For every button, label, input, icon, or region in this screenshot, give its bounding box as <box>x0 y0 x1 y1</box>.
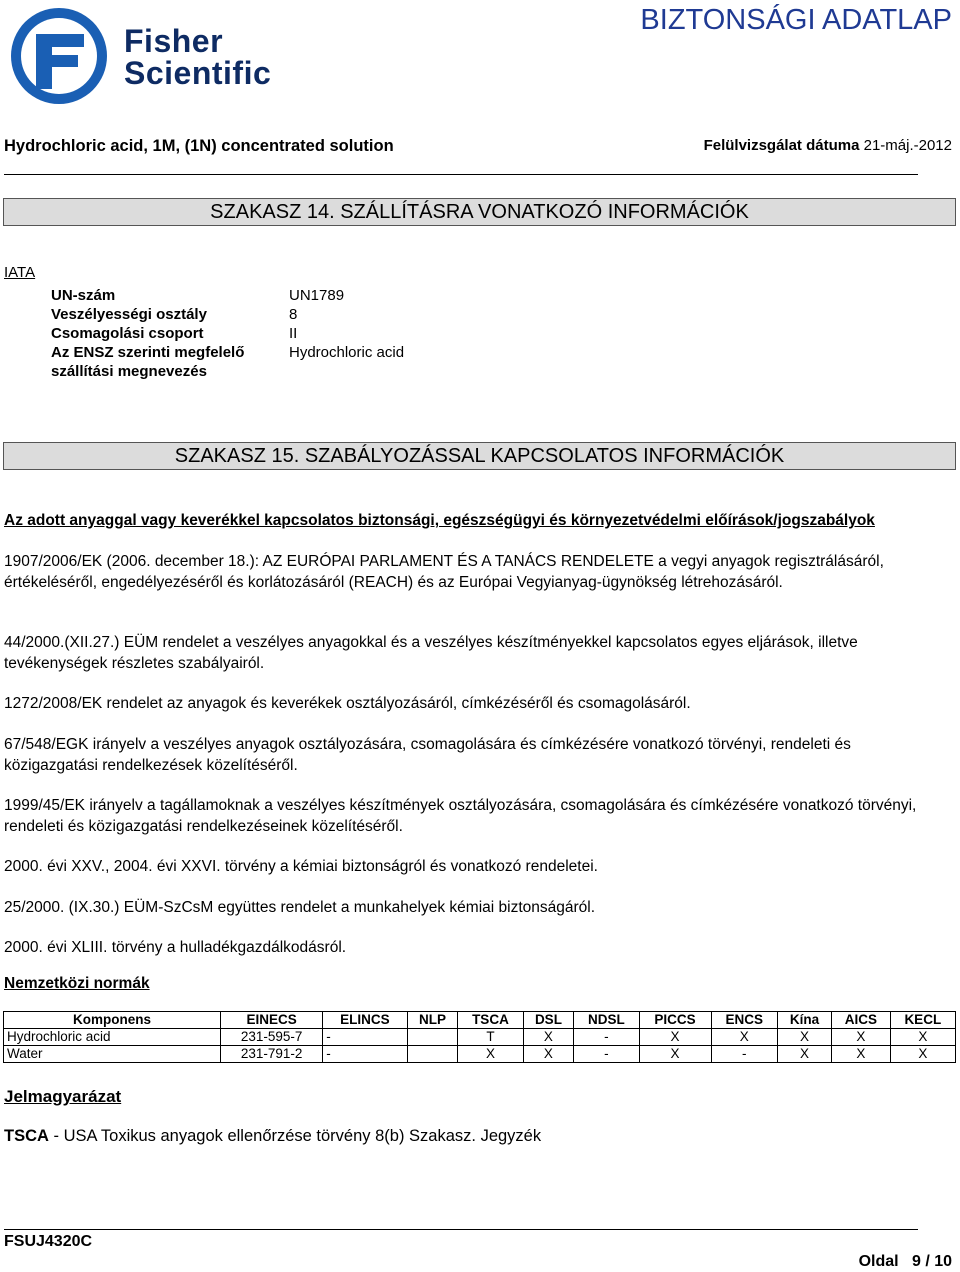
header-divider <box>4 174 918 175</box>
revision-label: Felülvizsgálat dátuma <box>703 137 860 154</box>
table-cell: Water <box>4 1046 221 1063</box>
column-header: EINECS <box>221 1012 323 1029</box>
regulation-paragraph: 25/2000. (IX.30.) EÜM-SzCsM együttes rendelet a munkahelyek kémiai biztonságáról. <box>4 899 596 916</box>
column-header: NDSL <box>574 1012 639 1029</box>
table-cell: X <box>890 1046 955 1063</box>
section-14-title: SZAKASZ 14. SZÁLLÍTÁSRA VONATKOZÓ INFORMÁCIÓK <box>3 198 956 226</box>
shipping-name-label-line1: Az ENSZ szerinti megfelelő <box>51 344 245 361</box>
table-cell: X <box>777 1046 831 1063</box>
table-cell: - <box>711 1046 777 1063</box>
document-code: FSUJ4320C <box>4 1233 93 1250</box>
table-cell: X <box>711 1029 777 1046</box>
table-cell: X <box>890 1029 955 1046</box>
fisher-scientific-logo <box>6 3 286 109</box>
logo-line-2: Scientific <box>124 55 272 91</box>
hazard-class-label: Veszélyességi osztály <box>51 306 207 323</box>
table-cell: - <box>323 1029 407 1046</box>
table-cell <box>407 1029 458 1046</box>
table-cell <box>407 1046 458 1063</box>
table-cell: X <box>832 1029 891 1046</box>
page-label: Oldal <box>858 1253 899 1270</box>
packing-group-label: Csomagolási csoport <box>51 325 204 342</box>
regulation-paragraph: 1272/2008/EK rendelet az anyagok és keverékek osztályozásáról, címkézéséről és csomagolásáról. <box>4 695 691 712</box>
table-cell: X <box>639 1029 711 1046</box>
regulation-paragraph: 2000. évi XLIII. törvény a hulladékgazdálkodásról. <box>4 939 347 956</box>
legend-text: - USA Toxikus anyagok ellenőrzése törvény 8(b) Szakasz. Jegyzék <box>48 1127 542 1145</box>
column-header: NLP <box>407 1012 458 1029</box>
fisher-f-logo-icon <box>6 3 116 109</box>
table-cell: - <box>323 1046 407 1063</box>
column-header: DSL <box>523 1012 574 1029</box>
table-cell: X <box>523 1029 574 1046</box>
column-header: PICCS <box>639 1012 711 1029</box>
column-header: ELINCS <box>323 1012 407 1029</box>
footer-divider <box>4 1229 918 1230</box>
table-cell: 231-595-7 <box>221 1029 323 1046</box>
shipping-name-label-line2: szállítási megnevezés <box>51 363 207 380</box>
revision-date: 21-máj.-2012 <box>863 137 952 154</box>
revision-date-block <box>704 137 952 154</box>
un-number-label: UN-szám <box>51 287 116 304</box>
packing-group-value: II <box>289 325 298 342</box>
legend-term: TSCA <box>4 1127 49 1145</box>
regulation-paragraph: 1907/2006/EK (2006. december 18.): AZ EURÓPAI PARLAMENT ÉS A TANÁCS RENDELETE a vegyi anyagok regisztrálásáról, értékeléséről, engedélyezéséről és korlátozásáról (REACH) és az Európai Vegyianyag-ügynökség létrehozásáról. <box>4 553 884 591</box>
iata-label: IATA <box>4 264 36 281</box>
column-header: TSCA <box>458 1012 523 1029</box>
table-row <box>4 1029 956 1046</box>
column-header: Kína <box>777 1012 831 1029</box>
table-cell: - <box>574 1029 639 1046</box>
regulation-paragraph: 2000. évi XXV., 2004. évi XXVI. törvény a kémiai biztonságról és vonatkozó rendeletei. <box>4 858 598 875</box>
table-cell: - <box>574 1046 639 1063</box>
page-number <box>859 1253 952 1271</box>
document-title: BIZTONSÁGI ADATLAP <box>640 4 952 36</box>
regulations-heading-text: Az adott anyaggal vagy keverékkel kapcsolatos biztonsági, egészségügyi és környezetvédelmi előírások/jogszabályok <box>4 512 875 529</box>
logo-line-1: Fisher <box>124 23 224 59</box>
table-cell: T <box>458 1029 523 1046</box>
regulation-paragraph: 67/548/EGK irányelv a veszélyes anyagok osztályozására, csomagolására és címkézésére vonatkozó törvényi, rendeleti és közigazgatási rendelkezések közelítéséről. <box>4 736 851 774</box>
international-norms-table <box>3 1011 956 1063</box>
international-norms-heading: Nemzetközi normák <box>4 975 150 992</box>
product-name: Hydrochloric acid, 1M, (1N) concentrated solution <box>4 137 394 155</box>
column-header: Komponens <box>4 1012 221 1029</box>
legend-heading: Jelmagyarázat <box>4 1087 122 1106</box>
un-number-value: UN1789 <box>289 287 345 304</box>
table-cell: Hydrochloric acid <box>4 1029 221 1046</box>
table-cell: X <box>639 1046 711 1063</box>
hazard-class-value: 8 <box>289 306 298 323</box>
column-header: KECL <box>890 1012 955 1029</box>
column-header: ENCS <box>711 1012 777 1029</box>
page-value: 9 / 10 <box>911 1253 952 1270</box>
logo-wordmark <box>124 25 271 89</box>
table-header-row <box>4 1012 956 1029</box>
regulations-heading <box>4 511 884 531</box>
table-cell: X <box>832 1046 891 1063</box>
regulation-paragraph: 44/2000.(XII.27.) EÜM rendelet a veszélyes anyagokkal és a veszélyes készítményekkel kapcsolatos egyes eljárások, illetve tevékenységek részletes szabályairól. <box>4 634 858 672</box>
table-cell: X <box>458 1046 523 1063</box>
table-cell: X <box>523 1046 574 1063</box>
table-row <box>4 1046 956 1063</box>
section-15-title: SZAKASZ 15. SZABÁLYOZÁSSAL KAPCSOLATOS INFORMÁCIÓK <box>3 442 956 470</box>
table-cell: 231-791-2 <box>221 1046 323 1063</box>
regulation-paragraph: 1999/45/EK irányelv a tagállamoknak a veszélyes készítmények osztályozására, csomagolására és címkézésére vonatkozó törvényi, rendeleti és közigazgatási rendelkezéseinek közelítéséről. <box>4 797 917 835</box>
column-header: AICS <box>832 1012 891 1029</box>
shipping-name-value: Hydrochloric acid <box>289 344 405 361</box>
table-cell: X <box>777 1029 831 1046</box>
legend-entry <box>4 1127 541 1146</box>
